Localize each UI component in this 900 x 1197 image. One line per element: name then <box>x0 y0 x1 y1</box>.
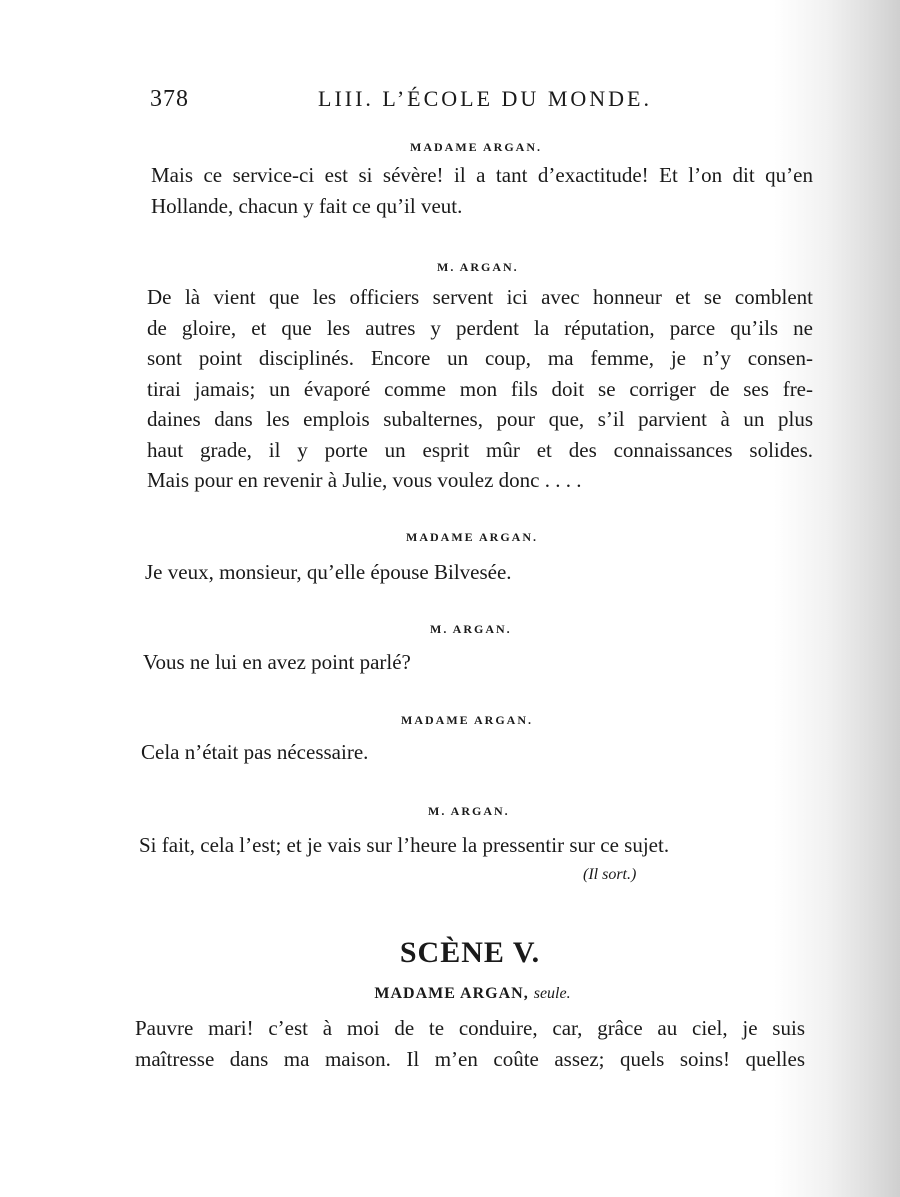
speech-line: Je veux, monsieur, qu’elle épouse Bilvesée. <box>145 560 512 584</box>
speaker-name: MADAME ARGAN. <box>410 140 542 154</box>
speech-block <box>139 830 779 861</box>
speech-line: de gloire, et que les autres y perdent la réputation, parce qu’ils ne <box>147 315 813 340</box>
speech-line: Mais ce service-ci est si sévère! il a tant d’exactitude! Et l’on dit qu’en <box>151 163 813 187</box>
speech-line: sont point disciplinés. Encore un coup, ma femme, je n’y consen- <box>147 346 813 370</box>
speech-line: Pauvre mari! c’est à moi de te conduire, car, grâce au ciel, je suis <box>135 1016 805 1040</box>
speech-block <box>141 737 741 768</box>
speaker-name: M. ARGAN. <box>430 622 512 636</box>
scene-subtitle <box>0 985 900 1003</box>
speech-block <box>143 647 743 678</box>
speaker-name: M. ARGAN. <box>437 260 519 274</box>
speaker-name: MADAME ARGAN. <box>406 530 538 544</box>
page-number: 378 <box>150 86 189 112</box>
speech-line: Mais pour en revenir à Julie, vous voulez donc . . . . <box>147 468 582 492</box>
speech-line: De là vient que les officiers servent ici avec honneur et se comblent <box>147 285 813 309</box>
speech-block <box>147 282 813 496</box>
speech-line: Si fait, cela l’est; et je vais sur l’heure la pressentir sur ce sujet. <box>139 833 670 857</box>
page-header <box>150 86 810 120</box>
stage-direction: (Il sort.) <box>583 866 637 883</box>
speech-block <box>145 557 745 588</box>
speech-line: maîtresse dans ma maison. Il m’en coûte assez; quels soins! quelles <box>135 1046 805 1071</box>
speech-line: haut grade, il y porte un esprit mûr et des connaissances solides. <box>147 437 813 462</box>
scene-character: MADAME ARGAN, <box>374 985 529 1002</box>
speech-line: Hollande, chacun y fait ce qu’il veut. <box>151 193 463 218</box>
speaker-name: M. ARGAN. <box>428 804 510 818</box>
scene-qualifier: seule. <box>533 985 571 1002</box>
running-title: LIII. L’ÉCOLE DU MONDE. <box>318 86 652 111</box>
speech-line: Vous ne lui en avez point parlé? <box>143 650 411 674</box>
speech-line: Cela n’était pas nécessaire. <box>141 740 369 764</box>
scene-title: SCÈNE V. <box>399 936 541 969</box>
speech-line: daines dans les emplois subalternes, pour que, s’il parvient à un plus <box>147 407 813 431</box>
speech-block <box>151 160 813 221</box>
speaker-name: MADAME ARGAN. <box>401 713 533 727</box>
speech-line: tirai jamais; un évaporé comme mon fils doit se corriger de ses fre- <box>147 376 813 401</box>
speech-block <box>135 1013 805 1074</box>
